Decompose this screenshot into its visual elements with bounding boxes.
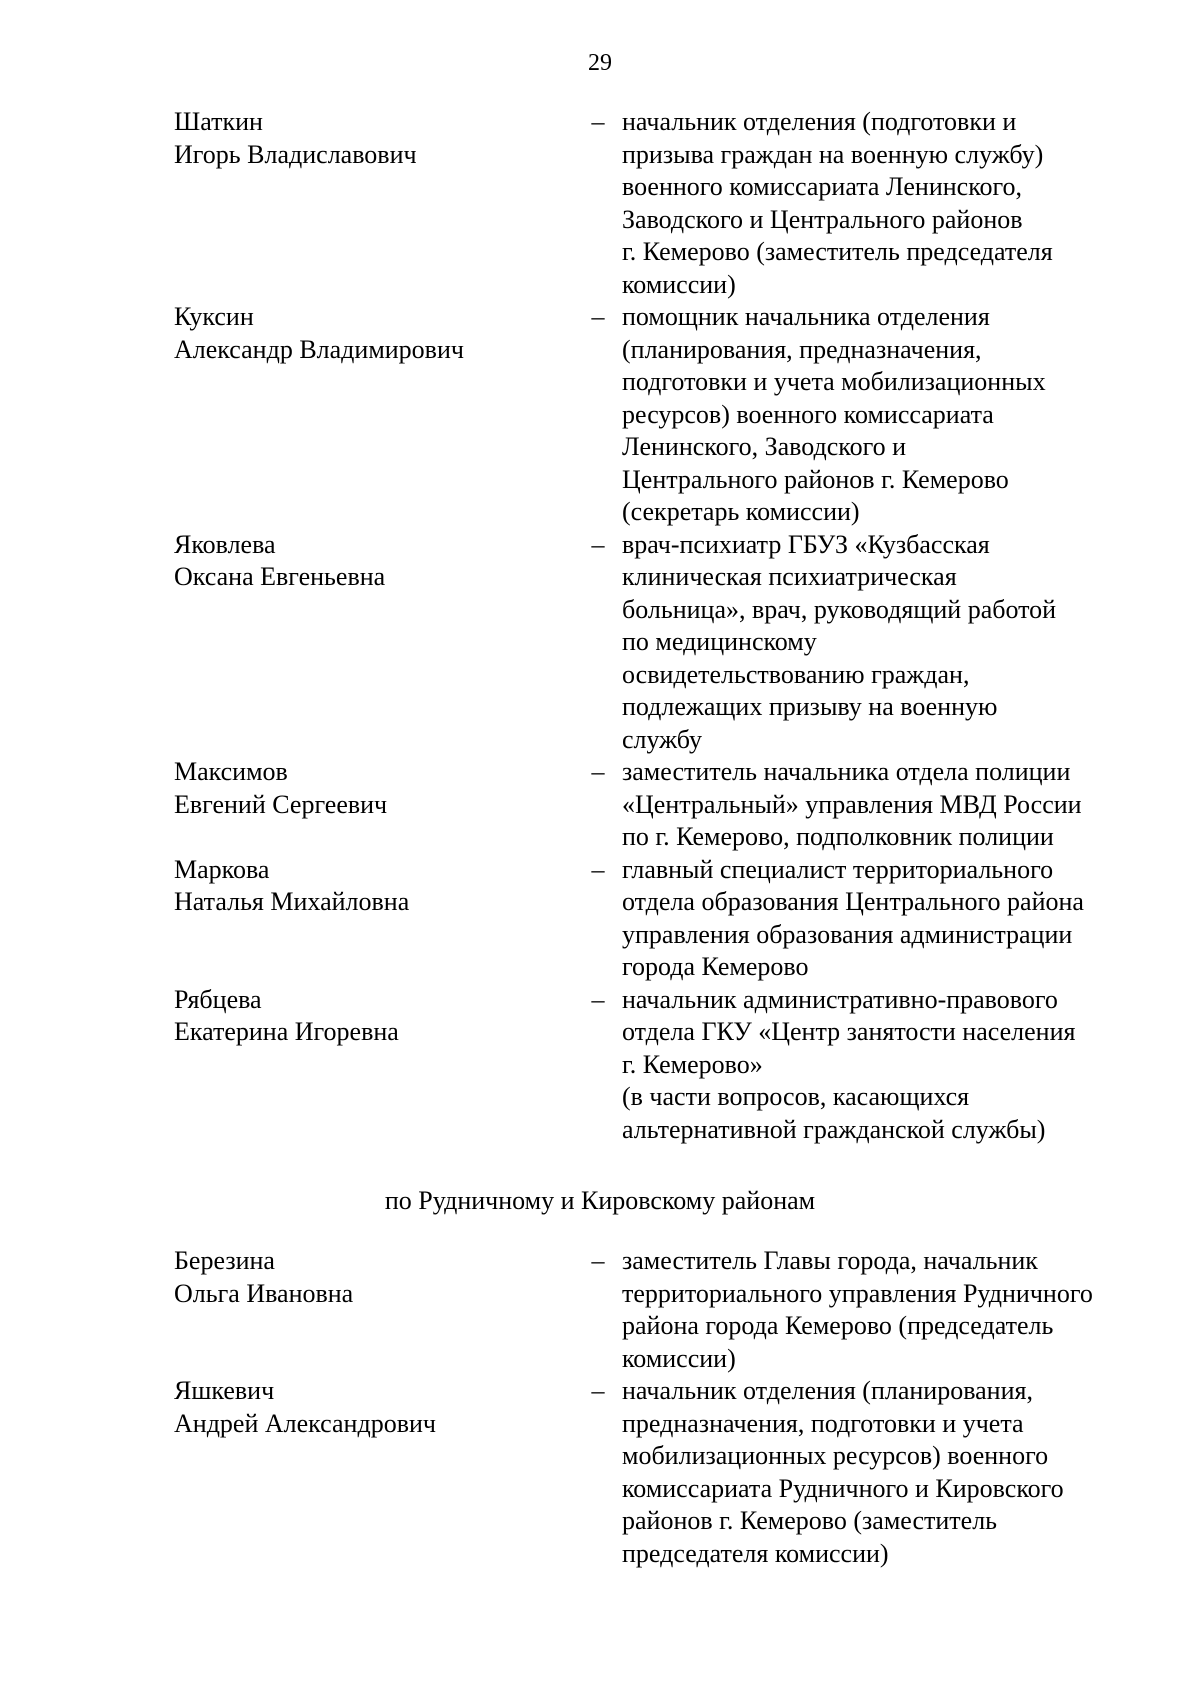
member-name: Яковлева Оксана Евгеньевна (174, 529, 386, 591)
member-entry (174, 529, 1114, 757)
member-position: заместитель Главы города, начальник территориального управления Рудничного района города Кемерово (председатель комиссии) (622, 1246, 1093, 1373)
member-entry (174, 106, 1114, 301)
page-number: 29 (588, 50, 612, 76)
dash-separator: – (591, 1246, 605, 1275)
dash-separator: – (591, 757, 605, 786)
member-entry (174, 1375, 1114, 1570)
dash-separator: – (591, 302, 605, 331)
member-name: Рябцева Екатерина Игоревна (174, 984, 399, 1046)
member-position: начальник отделения (подготовки и призыва граждан на военную службу) военного комиссариата Ленинского, Заводского и Центрального районов г. Кемерово (заместитель председателя комиссии) (622, 107, 1053, 299)
member-entry (174, 854, 1114, 984)
member-name: Березина Ольга Ивановна (174, 1246, 354, 1308)
member-entry (174, 1245, 1114, 1375)
member-position: заместитель начальника отдела полиции «Центральный» управления МВД России по г. Кемерово, подполковник полиции (622, 757, 1082, 851)
member-name: Куксин Александр Владимирович (174, 302, 464, 364)
section-heading: по Рудничному и Кировскому районам (384, 1186, 816, 1215)
commission-members-list-2 (174, 1245, 1114, 1570)
dash-separator: – (591, 984, 605, 1014)
member-entry (174, 984, 1114, 1147)
member-entry (174, 756, 1114, 854)
dash-separator: – (591, 107, 605, 136)
member-name: Максимов Евгений Сергеевич (174, 757, 388, 819)
commission-members-list (174, 106, 1114, 1146)
member-position: главный специалист территориального отдела образования Центрального района управления образования администрации города Кемерово (622, 854, 1084, 981)
member-position: врач-психиатр ГБУЗ «Кузбасская клиническая психиатрическая больница», врач, руководящий работой по медицинскому освидетельствованию граждан, подлежащих призыву на военную службу (622, 529, 1057, 754)
dash-separator: – (591, 529, 605, 559)
dash-separator: – (591, 854, 605, 884)
dash-separator: – (591, 1376, 605, 1405)
member-name: Шаткин Игорь Владиславович (174, 107, 417, 169)
member-position: помощник начальника отделения (планирования, предназначения, подготовки и учета мобилизационных ресурсов) военного комиссариата Ленинского, Заводского и Центрального районов г. Кемерово (секретарь комиссии) (622, 302, 1046, 526)
member-position: начальник административно-правового отдела ГКУ «Центр занятости населения г. Кемерово» (в части вопросов, касающихся альтернативной гражданской службы) (622, 984, 1076, 1144)
member-position: начальник отделения (планирования, предназначения, подготовки и учета мобилизационных ресурсов) военного комиссариата Рудничного и Кировского районов г. Кемерово (заместитель председателя комиссии) (622, 1376, 1064, 1568)
member-name: Маркова Наталья Михайловна (174, 854, 410, 916)
member-name: Яшкевич Андрей Александрович (174, 1376, 436, 1438)
member-entry (174, 301, 1114, 529)
